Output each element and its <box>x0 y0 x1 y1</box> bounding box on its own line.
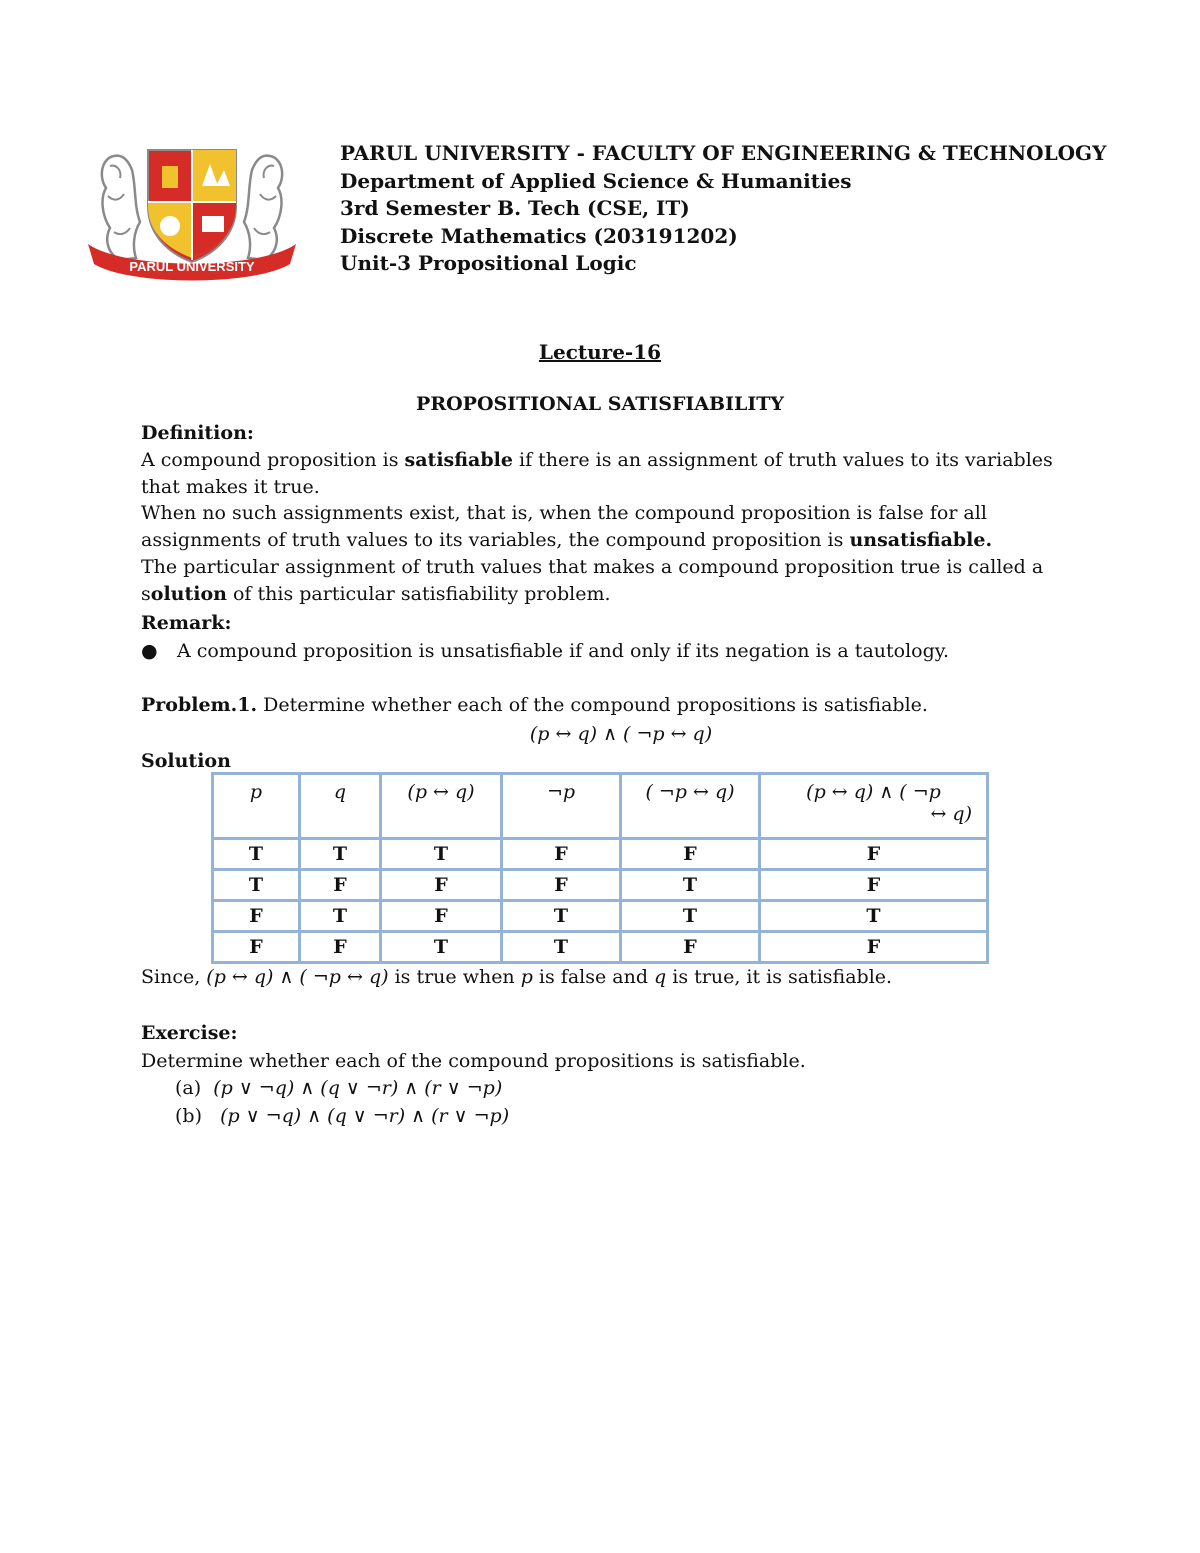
document-header <box>340 140 1106 278</box>
semester: 3rd Semester B. Tech (CSE, IT) <box>340 196 690 220</box>
definition-paragraph-3-cont: solution of this particular satisfiability problem. <box>141 582 611 605</box>
course-name: Discrete Mathematics (203191202) <box>340 223 738 248</box>
header-cell: ( ¬p ↔ q) <box>621 774 760 839</box>
department-name: Department of Applied Science & Humanities <box>340 168 852 193</box>
truth-table-header <box>213 774 988 839</box>
exercise-heading: Exercise: <box>141 1022 238 1044</box>
exercise-item-a: (a) (p ∨ ¬q) ∧ (q ∨ ¬r) ∧ (r ∨ ¬p) <box>175 1077 503 1099</box>
bullet-icon: ● <box>141 640 158 663</box>
table-row: F T F T T T <box>213 901 988 932</box>
content-body <box>141 420 1101 775</box>
remark-heading: Remark: <box>141 611 232 634</box>
header-cell: (p ↔ q) <box>381 774 502 839</box>
header-cell: q <box>300 774 381 839</box>
exercise-section <box>141 1020 806 1130</box>
lecture-title: Lecture-16 <box>538 340 662 364</box>
exercise-text: Determine whether each of the compound propositions is satisfiable. <box>141 1049 806 1072</box>
definition-paragraph-2-cont: assignments of truth values to its variables, the compound proposition is unsatisfiable. <box>141 529 993 552</box>
exercise-item-b: (b) (p ∨ ¬q) ∧ (q ∨ ¬r) ∧ (r ∨ ¬p) <box>175 1104 510 1127</box>
problem-formula: (p ↔ q) ∧ ( ¬p ↔ q) <box>529 722 713 745</box>
definition-paragraph-2: When no such assignments exist, that is, when the compound proposition is false for all <box>141 502 987 525</box>
truth-table <box>211 772 989 964</box>
logo-banner-text: PARUL UNIVERSITY <box>129 259 255 274</box>
definition-paragraph-1: A compound proposition is satisfiable if there is an assignment of truth values to its variables <box>141 448 1053 471</box>
definition-paragraph-3: The particular assignment of truth values that makes a compound proposition true is called a <box>141 555 1044 578</box>
table-row: F F T T F F <box>213 932 988 963</box>
remark-bullet: ● A compound proposition is unsatisfiable if and only if its negation is a tautology. <box>141 638 1101 665</box>
problem-statement: Problem.1. Determine whether each of the compound propositions is satisfiable. <box>141 694 928 717</box>
solution-heading: Solution <box>141 749 231 772</box>
parul-university-logo <box>84 136 300 286</box>
table-row: T T T F F F <box>213 839 988 870</box>
header-cell: p <box>213 774 300 839</box>
unit-title: Unit-3 Propositional Logic <box>340 251 637 275</box>
definition-paragraph-1-cont: that makes it true. <box>141 475 320 498</box>
table-row: T F F F T F <box>213 870 988 901</box>
header-cell: ¬p <box>502 774 621 839</box>
definition-heading: Definition: <box>141 422 254 444</box>
header-cell: (p ↔ q) ∧ ( ¬p ↔ q) <box>760 774 988 839</box>
topic-title: PROPOSITIONAL SATISFIABILITY <box>416 393 784 415</box>
solution-conclusion: Since, (p ↔ q) ∧ ( ¬p ↔ q) is true when p is false and q is true, it is satisfiable. <box>141 966 893 988</box>
university-name: PARUL UNIVERSITY - FACULTY OF ENGINEERING & TECHNOLOGY <box>340 141 1107 165</box>
